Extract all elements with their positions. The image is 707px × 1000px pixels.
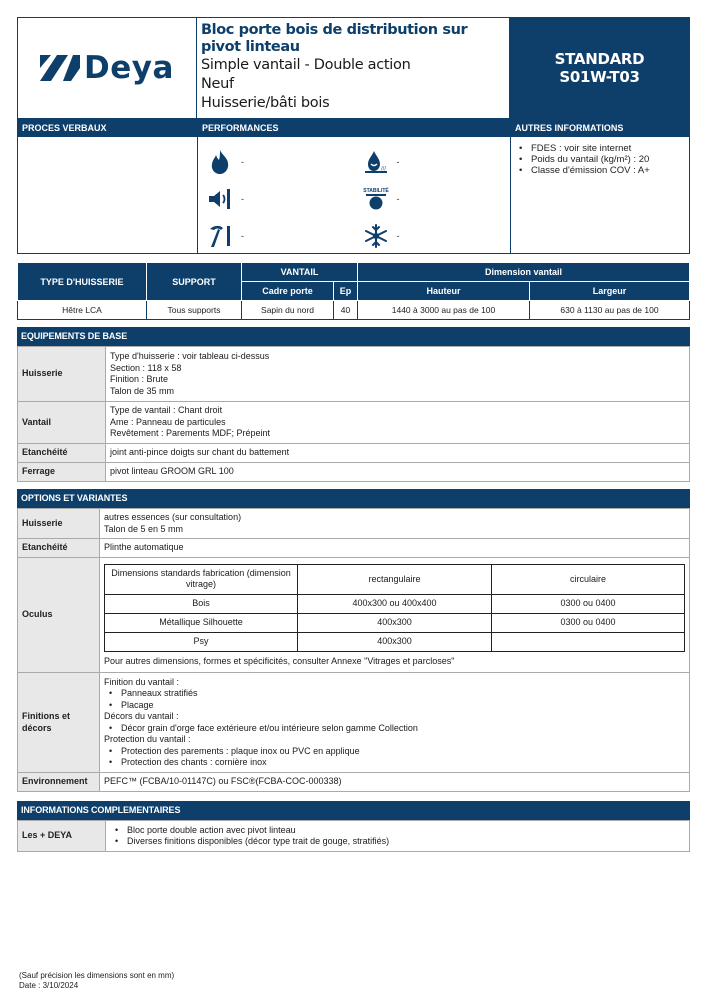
svg-text:///: /// <box>380 165 386 172</box>
logo-text: Deya <box>84 50 174 86</box>
performance-column <box>197 119 510 253</box>
table-row <box>18 402 690 444</box>
complementaires-title: INFORMATIONS COMPLEMENTAIRES <box>17 801 690 820</box>
list-item: • Protection des chants : cornière inox <box>104 757 685 769</box>
list-item: • Placage <box>104 700 685 712</box>
table-row <box>18 773 690 792</box>
complementaires-section <box>17 801 690 852</box>
text-line: Finition du vantail : <box>104 676 180 687</box>
logo <box>18 18 197 118</box>
other-info-item: • FDES : voir site internet <box>518 143 689 154</box>
footer <box>19 971 174 991</box>
other-info-item: • Classe d'émission COV : A+ <box>518 165 689 176</box>
text-line: Décors du vantail : <box>104 711 179 721</box>
perf-air-water-value: - <box>396 156 400 167</box>
decors-list <box>104 723 685 735</box>
text-line: Section : 118 x 58 <box>110 362 182 373</box>
stability-icon-text: STABILITÉ <box>362 187 389 194</box>
cell-type: Hêtre LCA <box>18 301 147 320</box>
fire-icon <box>207 149 233 175</box>
oculus-cell: 0300 ou 0400 <box>492 594 685 613</box>
cell-cadre: Sapin du nord <box>242 301 334 320</box>
burglary-icon <box>207 223 233 249</box>
footer-note: (Sauf précision les dimensions sont en mm) <box>19 971 175 980</box>
oculus-content <box>100 558 690 673</box>
pv-column <box>18 119 197 253</box>
equipements-section <box>17 327 690 482</box>
protection-list <box>104 746 685 769</box>
oculus-cell <box>492 632 685 651</box>
oculus-table <box>104 564 685 652</box>
table-row <box>18 347 690 402</box>
oculus-label: Oculus <box>18 558 100 673</box>
other-info-item: • Poids du vantail (kg/m²) : 20 <box>518 154 689 165</box>
perf-thermal <box>363 217 505 254</box>
acoustic-icon <box>207 186 233 212</box>
oculus-header-circ: circulaire <box>492 564 685 594</box>
ferrage-label: Ferrage <box>18 463 106 482</box>
oculus-cell: Bois <box>105 594 298 613</box>
text-line: autres essences (sur consultation) <box>104 512 242 522</box>
other-info-title: AUTRES INFORMATIONS <box>511 119 689 137</box>
finitions-label: Finitions et décors <box>18 673 100 773</box>
other-info-list <box>511 137 689 176</box>
perf-fire-value: - <box>241 156 244 167</box>
list-item: • Bloc porte double action avec pivot linteau <box>110 825 685 837</box>
perf-thermal-value: - <box>396 230 400 241</box>
standard-block <box>510 18 689 118</box>
perf-fire <box>207 143 356 180</box>
options-etancheite-label: Etanchéité <box>18 539 100 558</box>
options-huisserie-label: Huisserie <box>18 509 100 539</box>
les-plus-list <box>110 825 685 848</box>
stability-icon <box>363 186 389 212</box>
standard-code: S01W-T03 <box>559 68 640 86</box>
oculus-header-rect: rectangulaire <box>298 564 492 594</box>
cell-largeur: 630 à 1130 au pas de 100 <box>530 301 690 320</box>
ferrage-value: pivot linteau GROOM GRL 100 <box>106 463 690 482</box>
options-section <box>17 489 690 792</box>
etancheite-value: joint anti-pince doigts sur chant du battement <box>106 444 690 463</box>
pv-title: PROCES VERBAUX <box>18 119 197 137</box>
vantail-content <box>106 402 690 444</box>
table-row <box>18 463 690 482</box>
text-line: Ame : Panneau de particules <box>110 416 226 427</box>
col-hauteur: Hauteur <box>358 282 530 301</box>
list-item: • Diverses finitions disponibles (décor type trait de gouge, stratifiés) <box>110 836 685 848</box>
product-subtitle-3: Huisserie/bâti bois <box>201 95 330 111</box>
text-line: Talon de 35 mm <box>110 385 175 396</box>
thermal-icon <box>363 223 389 249</box>
options-title: OPTIONS ET VARIANTES <box>17 489 690 508</box>
perf-burglary-value: - <box>241 230 244 241</box>
cell-support: Tous supports <box>147 301 242 320</box>
footer-date: Date : 3/10/2024 <box>19 981 79 990</box>
perf-air-water <box>363 143 505 180</box>
info-row <box>17 118 690 254</box>
options-huisserie-content <box>100 509 690 539</box>
text-line: Type de vantail : Chant droit <box>110 405 223 416</box>
environnement-label: Environnement <box>18 773 100 792</box>
text-line: Revêtement : Parements MDF; Prépeint <box>110 428 271 439</box>
list-item: • Protection des parements : plaque inox ou PVC en applique <box>104 746 685 758</box>
col-cadre-porte: Cadre porte <box>242 282 334 301</box>
huisserie-content <box>106 347 690 402</box>
oculus-header-dimensions: Dimensions standards fabrication (dimension vitrage) <box>105 564 298 594</box>
equipements-title: EQUIPEMENTS DE BASE <box>17 327 690 346</box>
table-row <box>105 564 685 594</box>
table-row <box>18 539 690 558</box>
options-etancheite-value: Plinthe automatique <box>100 539 690 558</box>
environnement-value: PEFC™ (FCBA/10-01147C) ou FSC®(FCBA-COC-000338) <box>100 773 690 792</box>
air-water-icon <box>363 149 389 175</box>
text-line: Type d'huisserie : voir tableau ci-dessus <box>110 351 270 361</box>
list-item: • Décor grain d'orge face extérieure et/ou intérieure selon gamme Collection <box>104 723 685 735</box>
product-title: Bloc porte bois de distribution sur pivot linteau <box>201 22 468 55</box>
table-row <box>18 821 690 852</box>
table-row <box>18 444 690 463</box>
oculus-note: Pour autres dimensions, formes et spécificités, consulter Annexe "Vitrages et parcloses" <box>104 655 455 666</box>
col-support: SUPPORT <box>147 263 242 301</box>
deya-logo-mark-icon <box>40 55 80 81</box>
col-largeur: Largeur <box>530 282 690 301</box>
table-row <box>18 558 690 673</box>
oculus-cell: 400x300 <box>298 613 492 632</box>
text-line: Talon de 5 en 5 mm <box>104 523 184 534</box>
perf-stability-value: - <box>396 193 400 204</box>
les-plus-deya-label: Les + DEYA <box>18 821 106 852</box>
huisserie-label: Huisserie <box>18 347 106 402</box>
text-line: Finition : Brute <box>110 374 169 384</box>
oculus-cell: Métallique Silhouette <box>105 613 298 632</box>
vantail-label: Vantail <box>18 402 106 444</box>
les-plus-deya-content <box>106 821 690 852</box>
etancheite-label: Etanchéité <box>18 444 106 463</box>
table-row <box>18 509 690 539</box>
other-info-column <box>510 119 689 253</box>
table-row <box>18 673 690 773</box>
perf-burglary <box>207 217 356 254</box>
finitions-list <box>104 688 685 711</box>
col-ep: Ep <box>334 282 358 301</box>
oculus-cell: 400x300 ou 400x400 <box>298 594 492 613</box>
table-row <box>105 594 685 613</box>
cell-ep: 40 <box>334 301 358 320</box>
perf-acoustic <box>207 180 356 217</box>
col-vantail: VANTAIL <box>242 263 358 282</box>
col-type-huisserie: TYPE D'HUISSERIE <box>18 263 147 301</box>
title-block <box>197 18 510 118</box>
product-subtitle-2: Neuf <box>201 76 234 92</box>
col-dimension: Dimension vantail <box>358 263 690 282</box>
list-item: • Panneaux stratifiés <box>104 688 685 700</box>
table-row <box>105 632 685 651</box>
oculus-cell: 0300 ou 0400 <box>492 613 685 632</box>
cell-hauteur: 1440 à 3000 au pas de 100 <box>358 301 530 320</box>
product-subtitle-1: Simple vantail - Double action <box>201 57 411 73</box>
header <box>17 17 690 119</box>
perf-stability <box>363 180 505 217</box>
table-row <box>105 613 685 632</box>
type-table <box>17 262 690 320</box>
finitions-content <box>100 673 690 773</box>
oculus-cell: Psy <box>105 632 298 651</box>
table-row <box>18 301 690 320</box>
performance-title: PERFORMANCES <box>198 119 510 137</box>
oculus-cell: 400x300 <box>298 632 492 651</box>
performance-grid <box>198 137 510 254</box>
perf-acoustic-value: - <box>241 193 244 204</box>
text-line: Protection du vantail : <box>104 734 191 744</box>
standard-label: STANDARD <box>554 50 645 68</box>
